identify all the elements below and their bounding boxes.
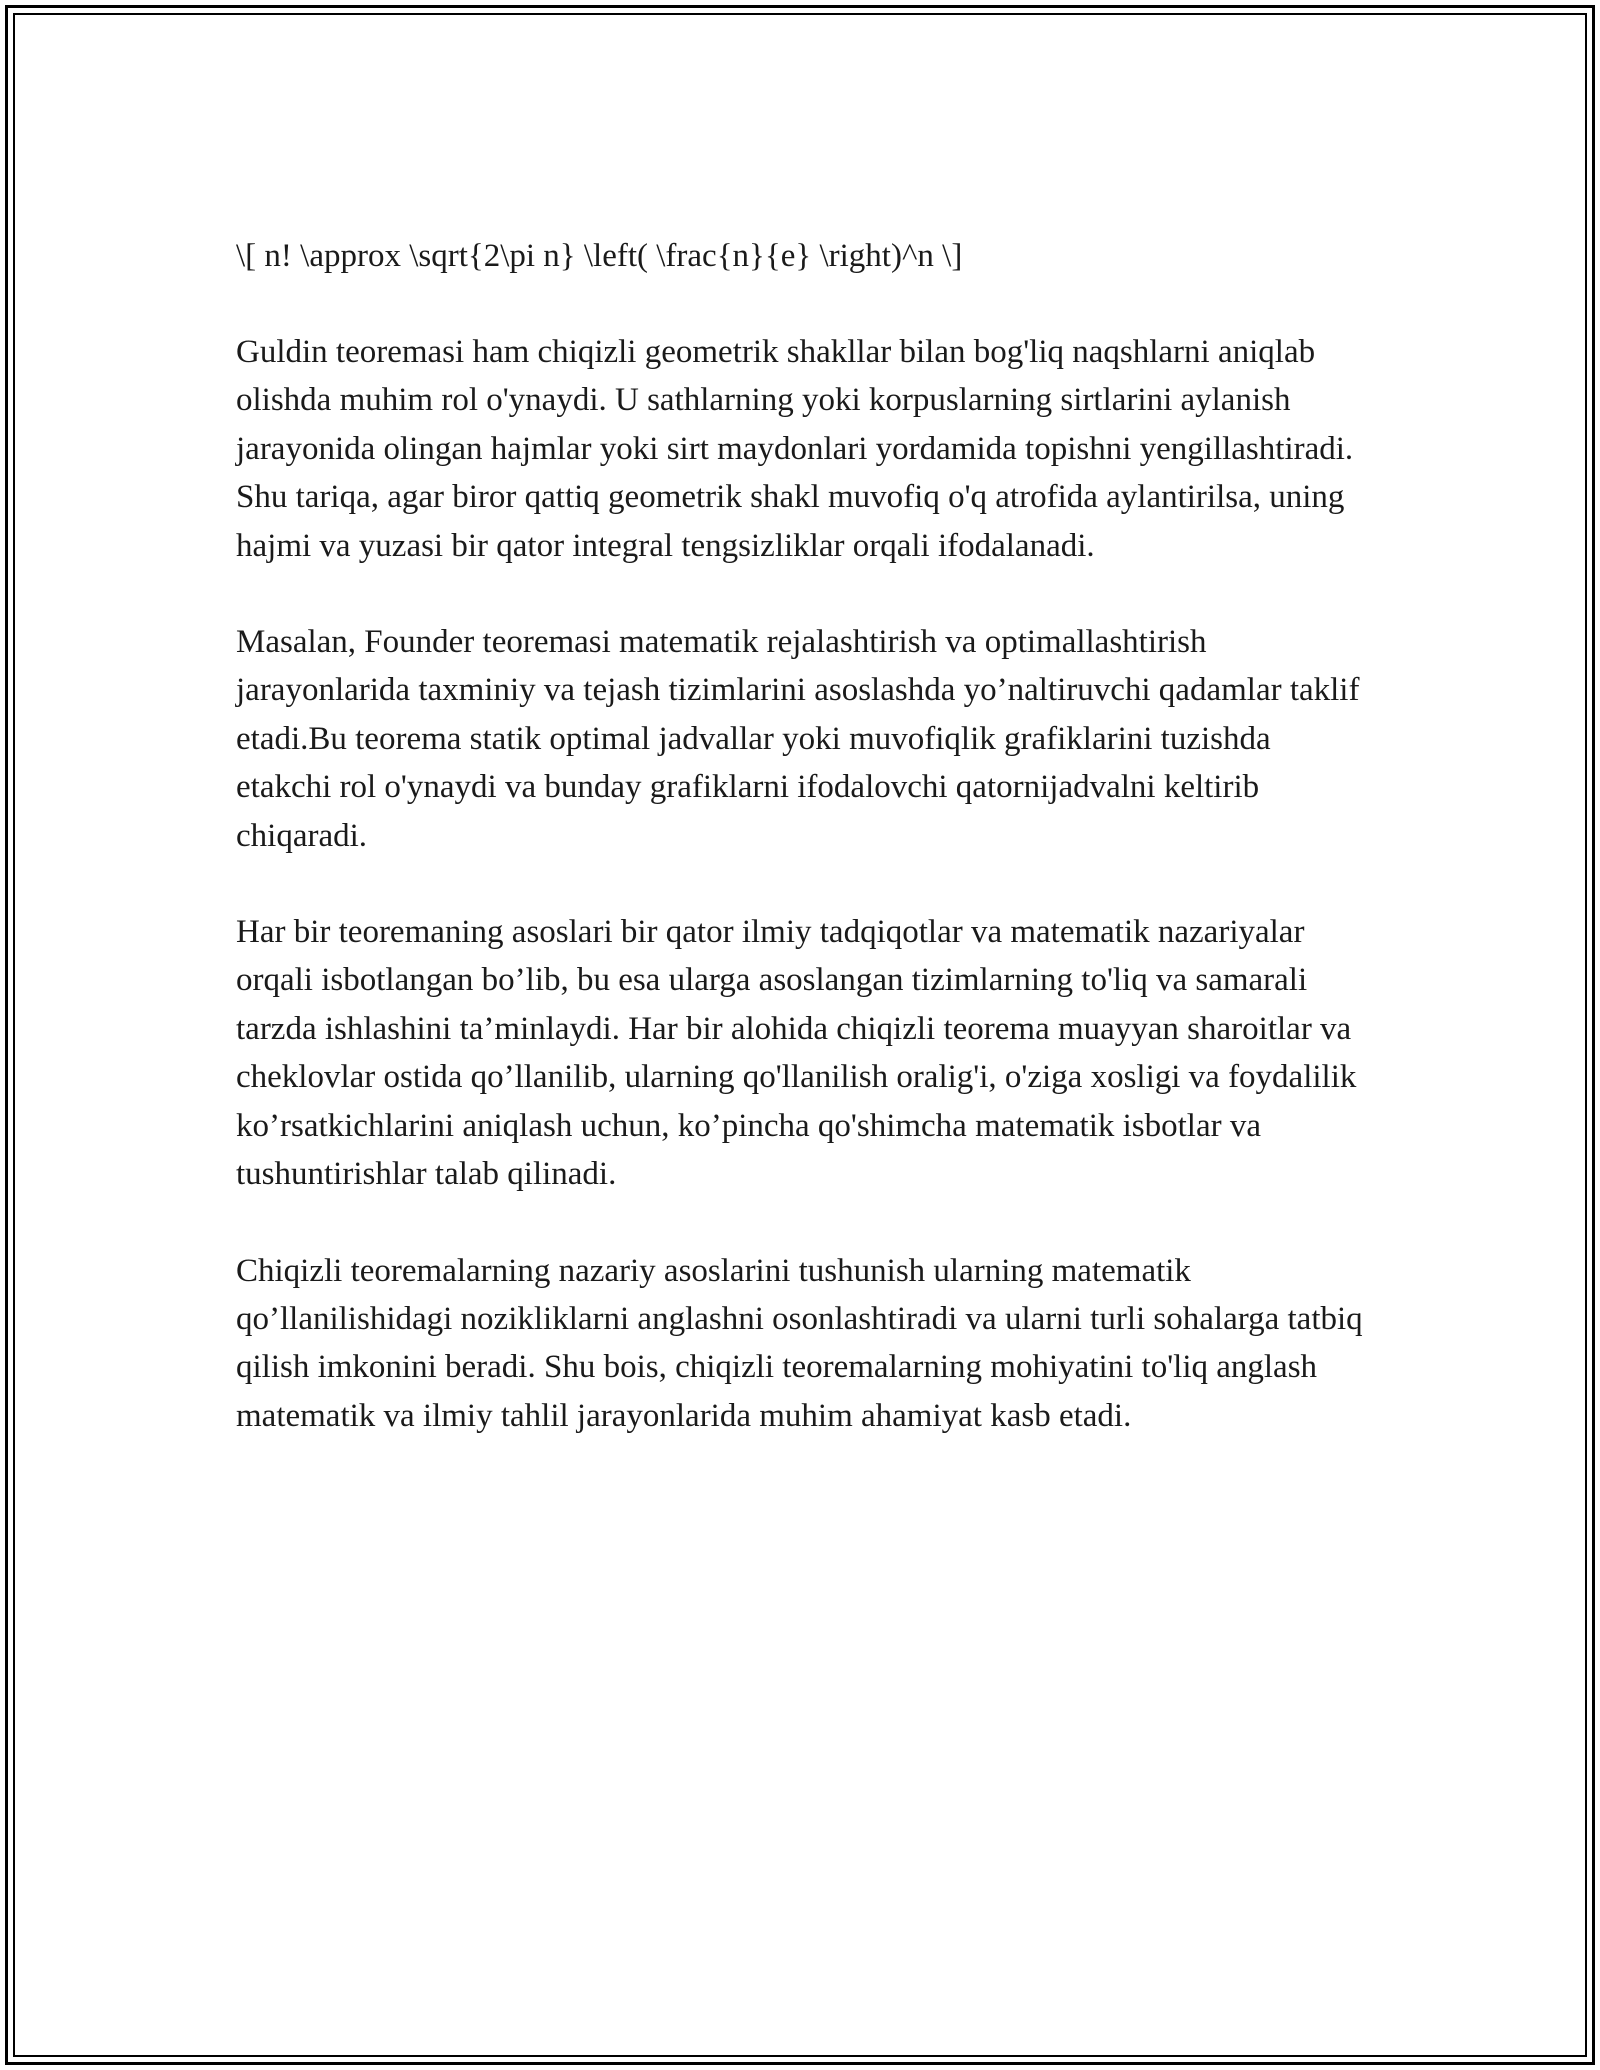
document-body bbox=[236, 232, 1366, 1488]
paragraph-founder-theorem: Masalan, Founder teoremasi matematik rejalashtirish va optimallashtirish jarayonlarida taxminiy va tejash tizimlarini asoslashda yo’naltiruvchi qadamlar taklif etadi.Bu teorema statik optimal jadvallar yoki muvofiqlik grafiklarini tuzishda etakchi rol o'ynaydi va bunday grafiklarni ifodalovchi qatornijadvalni keltirib chiqaradi. bbox=[236, 624, 1360, 854]
paragraph-guldin-theorem: Guldin teoremasi ham chiqizli geometrik shakllar bilan bog'liq naqshlarni aniqlab olishda muhim rol o'ynaydi. U sathlarning yoki korpuslarning sirtlarini aylanish jarayonida olingan hajmlar yoki sirt maydonlari yordamida topishni yengillashtiradi. Shu tariqa, agar biror qattiq geometrik shakl muvofiq o'q atrofida aylantirilsa, uning hajmi va yuzasi bir qator integral tengsizliklar orqali ifodalanadi. bbox=[236, 334, 1354, 564]
stirling-formula: \[ n! \approx \sqrt{2\pi n} \left( \frac{n}{e} \right)^n \] bbox=[236, 238, 963, 274]
paragraph-conclusion: Chiqizli teoremalarning nazariy asoslarini tushunish ularning matematik qo’llanilishidagi nozikliklarni anglashni osonlashtiradi va ularni turli sohalarga tatbiq qilish imkonini beradi. Shu bois, chiqizli teoremalarning mohiyatini to'liq anglash matematik va ilmiy tahlil jarayonlarida muhim ahamiyat kasb etadi. bbox=[236, 1252, 1363, 1434]
paragraph-theorem-foundations: Har bir teoremaning asoslari bir qator ilmiy tadqiqotlar va matematik nazariyalar orqali isbotlangan bo’lib, bu esa ularga asoslangan tizimlarning to'liq va samarali tarzda ishlashini ta’minlaydi. Har bir alohida chiqizli teorema muayyan sharoitlar va cheklovlar ostida qo’llanilib, ularning qo'llanilish oralig'i, o'ziga xosligi va foydalilik ko’rsatkichlarini aniqlash uchun, ko’pincha qo'shimcha matematik isbotlar va tushuntirishlar talab qilinadi. bbox=[236, 914, 1357, 1193]
